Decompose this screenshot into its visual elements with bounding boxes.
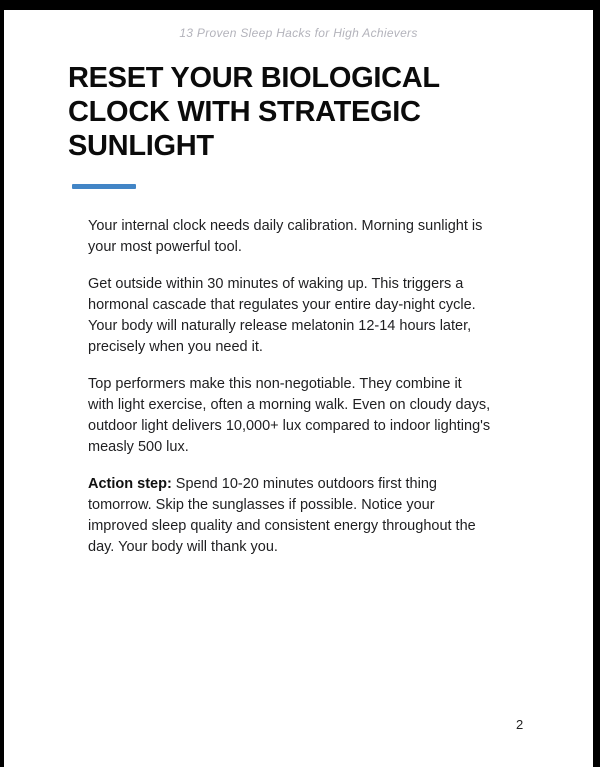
- chapter-title-line: SUNLIGHT: [68, 130, 214, 162]
- body-line: hormonal cascade that regulates your entire day-night cycle.: [88, 297, 476, 313]
- body-line: [88, 474, 518, 495]
- body-line: Your body will naturally release melatonin 12-14 hours later,: [88, 318, 472, 334]
- paragraph: [88, 374, 518, 458]
- body-line: precisely when you need it.: [88, 339, 263, 355]
- body-line: day. Your body will thank you.: [88, 539, 278, 555]
- body-copy: [88, 216, 518, 558]
- accent-divider: [72, 184, 136, 189]
- page-content: [4, 61, 593, 558]
- body-line: tomorrow. Skip the sunglasses if possible. Notice your: [88, 497, 435, 513]
- body-line: Get outside within 30 minutes of waking up. This triggers a: [88, 276, 464, 292]
- body-line: Your internal clock needs daily calibration. Morning sunlight is: [88, 218, 483, 234]
- paragraph: [88, 216, 518, 258]
- chapter-title-line: RESET YOUR BIOLOGICAL: [68, 62, 440, 94]
- action-step-label: Action step:: [88, 476, 172, 492]
- paragraph: [88, 274, 518, 358]
- body-line: improved sleep quality and consistent energy throughout the: [88, 518, 476, 534]
- body-line: outdoor light delivers 10,000+ lux compared to indoor lighting's: [88, 418, 491, 434]
- chapter-title-line: CLOCK WITH STRATEGIC: [68, 96, 421, 128]
- chapter-title: [68, 61, 533, 163]
- page-number: 2: [516, 717, 524, 732]
- action-step-first-line: Spend 10-20 minutes outdoors first thing: [171, 476, 437, 492]
- body-line: with light exercise, often a morning walk. Even on cloudy days,: [88, 397, 491, 413]
- action-step-paragraph: [88, 474, 518, 558]
- body-line: measly 500 lux.: [88, 439, 189, 455]
- running-header: 13 Proven Sleep Hacks for High Achievers: [179, 26, 418, 40]
- body-line: Top performers make this non-negotiable. They combine it: [88, 376, 462, 392]
- body-line: your most powerful tool.: [88, 239, 242, 255]
